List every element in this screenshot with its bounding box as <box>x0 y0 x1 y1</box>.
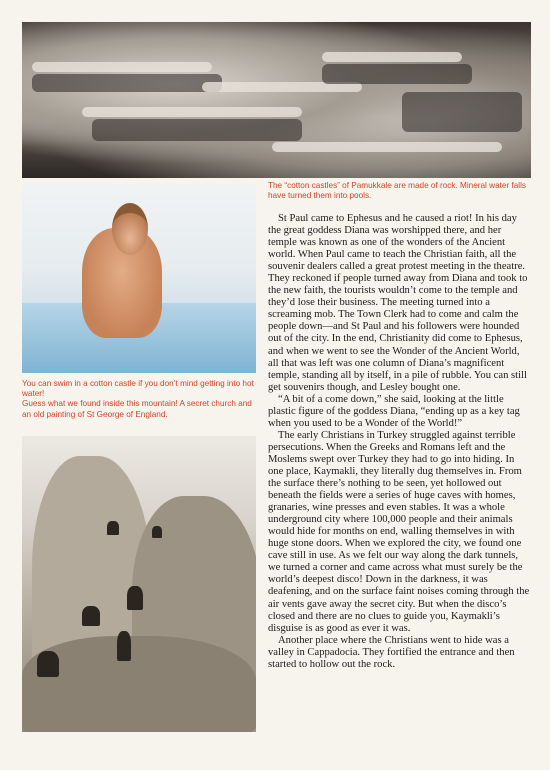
article-paragraph: St Paul came to Ephesus and he caused a riot! In his day the great goddess Diana was worshipped there, and her temple was known as one of the wonders of the Ancient world. When Paul came to teach the Christian faith, all the souvenir dealers called a great protest meeting in the theatre. They reckoned if people turned away from Diana and took to the new faith, the tourists wouldn’t come to the temple and they’d lose their business. The meeting turned into a screaming mob. The Town Clerk had to come and calm the people down—and St Paul and his followers were hounded out of the city. In the end, Christianity did come to Ephesus, and when we went to see the Wonder of the Ancient World, all that was left was one column of Diana’s magnificent temple, standing all by itself, in a pile of rubble. You can still get souvenirs though, and Lesley bought one. <box>268 213 528 393</box>
caption-swim: You can swim in a cotton castle if you don’t mind getting into hot water! <box>22 379 254 399</box>
pamukkale-photo <box>22 22 531 178</box>
article-body <box>268 213 532 671</box>
swimmer-photo <box>22 183 256 373</box>
cappadocia-rock-photo <box>22 436 256 732</box>
article-paragraph: The early Christians in Turkey struggled against terrible persecutions. When the Greeks and Romans left and the Moslems swept over Turkey they had to go into hiding. In one place, Kaymakli, they literally dug themselves in. From the surface there’s nothing to be seen, yet hollowed out beneath the fields were a series of huge caves with homes, granaries, wine presses and even stables. It was a whole underground city where 100,000 people and their animals would hide for months on end, walling themselves in with huge stone doors. When we explored the city, we found one cave still in use. As we felt our way along the dark tunnels, we turned a corner and came across what must surely be the world’s deepest disco! Down in the darkness, it was deafening, and on the surface faint noises coming through the air vents gave away the secret city. But when the disco’s closed and there are no clues to guide you, Kaymakli’s disguise is as good as ever it was. <box>268 429 530 634</box>
article-paragraph: “A bit of a come down,” she said, looking at the little plastic figure of the goddess Diana, “ending up as a key tag when you used to be a Wonder of the World!” <box>268 393 520 429</box>
caption-pamukkale: The “cotton castles” of Pamukkale are made of rock. Mineral water falls have turned them into pools. <box>268 181 527 201</box>
article-paragraph: Another place where the Christians went to hide was a valley in Cappadocia. They fortified the entrance and then started to hollow out the rock. <box>268 634 515 670</box>
caption-church: Guess what we found inside this mountain! A secret church and an old painting of St George of England. <box>22 399 252 419</box>
caption-swim-and-church <box>22 379 258 420</box>
